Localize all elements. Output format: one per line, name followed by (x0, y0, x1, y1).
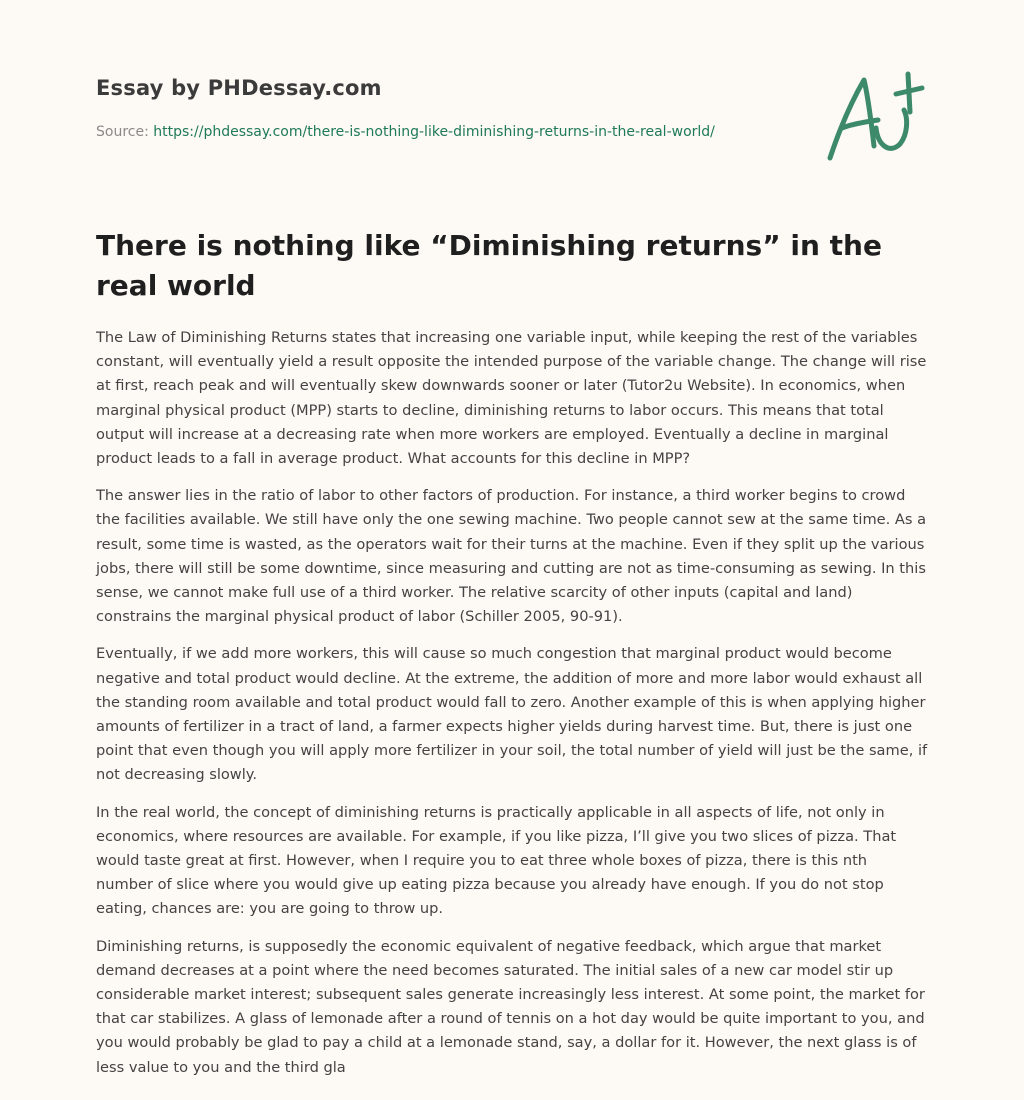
paragraph: Eventually, if we add more workers, this will cause so much congestion that marginal product would become negative and total product would decline. At the extreme, the addition of more and more labor would exhaust all the standing room available and total product would fall to zero. Another example of this is when applying higher amounts of fertilizer in a tract of land, a farmer expects higher yields during harvest time. But, there is just one point that even though you will apply more fertilizer in your soil, the total number of yield will just be the same, if not decreasing slowly. (96, 645, 928, 784)
paragraph: The Law of Diminishing Returns states that increasing one variable input, while keeping the rest of the variables constant, will eventually yield a result opposite the intended purpose of the variable change. The change will rise at first, reach peak and will eventually skew downwards sooner or later (Tutor2u Website). In economics, when marginal physical product (MPP) starts to decline, diminishing returns to labor occurs. This means that total output will increase at a decreasing rate when more workers are employed. Eventually a decline in marginal product leads to a fall in average product. What accounts for this decline in MPP? (96, 329, 927, 468)
essay-body (96, 326, 928, 1093)
source-link[interactable]: https://phdessay.com/there-is-nothing-like-diminishing-returns-in-the-real-world/ (153, 124, 715, 140)
a-plus-logo-icon (824, 66, 928, 166)
site-title: Essay by PHDessay.com (96, 76, 382, 100)
paragraph: The answer lies in the ratio of labor to other factors of production. For instance, a third worker begins to crowd the facilities available. We still have only the one sewing machine. Two people cannot sew at the same time. As a result, some time is wasted, as the operators wait for their turns at the machine. Even if they split up the various jobs, there will still be some downtime, since measuring and cutting are not as time-consuming as sewing. In this sense, we cannot make full use of a third worker. The relative scarcity of other inputs (capital and land) constrains the marginal physical product of labor (Schiller 2005, 90-91). (96, 487, 927, 626)
paragraph: In the real world, the concept of diminishing returns is practically applicable in all aspects of life, not only in economics, where resources are available. For example, if you like pizza, I’ll give you two slices of pizza. That would taste great at first. However, when I require you to eat three whole boxes of pizza, there is this nth number of slice where you would give up eating pizza because you already have enough. If you do not stop eating, chances are: you are going to throw up. (96, 803, 897, 918)
source-line (96, 124, 715, 140)
paragraph: Diminishing returns, is supposedly the economic equivalent of negative feedback, which argue that market demand decreases at a point where the need becomes saturated. The initial sales of a new car model stir up considerable market interest; subsequent sales generate increasingly less interest. At some point, the market for that car stabilizes. A glass of lemonade after a round of tennis on a hot day would be quite important to you, and you would probably be glad to pay a child at a lemonade stand, say, a dollar for it. However, the next glass is of less value to you and the third gla (96, 937, 925, 1076)
source-label: Source: (96, 124, 149, 140)
essay-title: There is nothing like “Diminishing returns” in the real world (96, 229, 882, 302)
